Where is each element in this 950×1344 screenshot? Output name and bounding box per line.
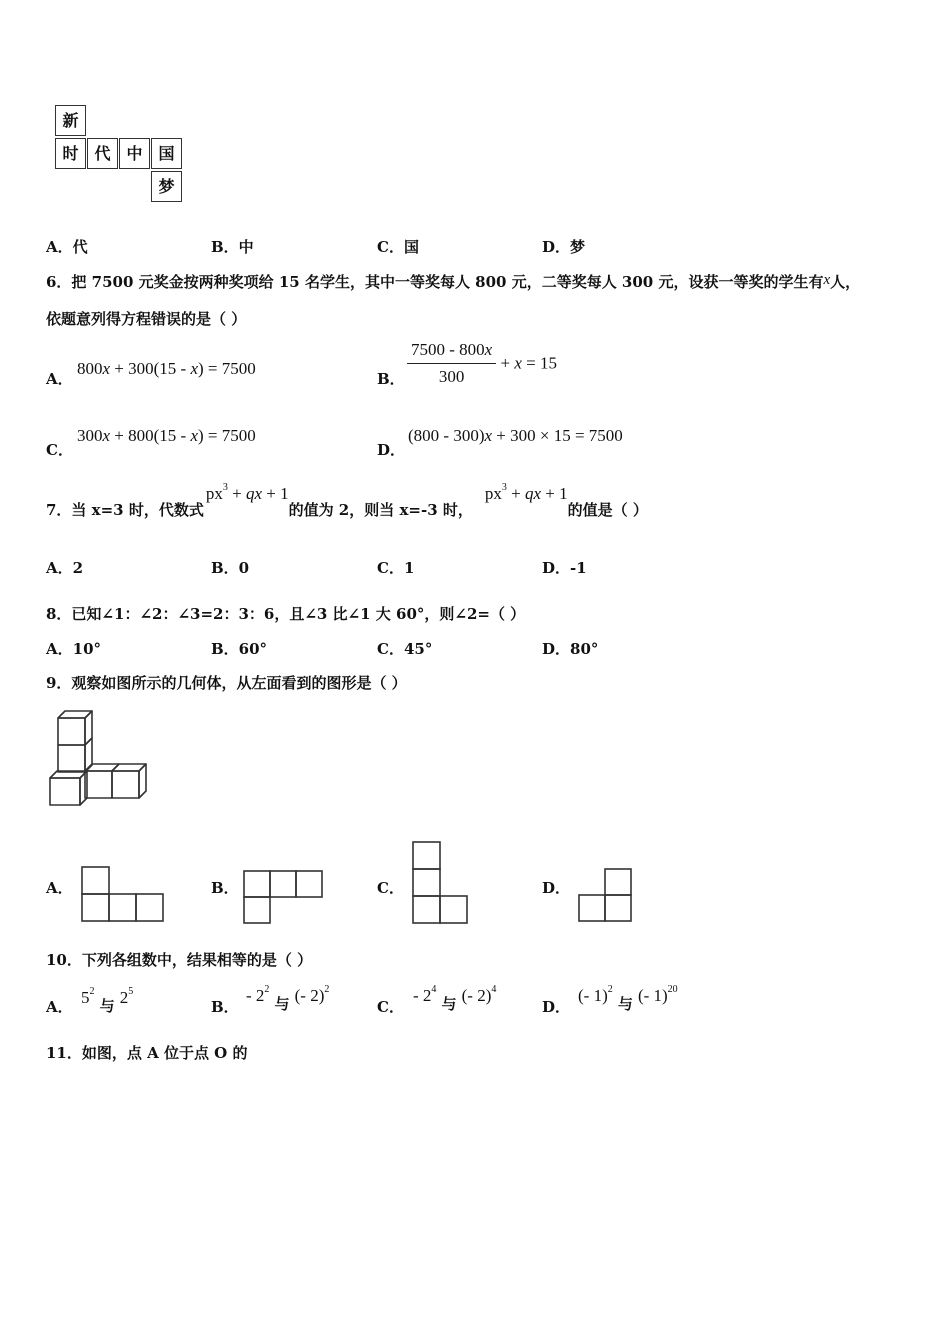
- q6-equation-d: (800 - 300)x + 300 × 15 = 7500: [408, 426, 623, 445]
- q7-expression-2: $px^3$ + qx + 1: [484, 482, 568, 503]
- net-cell: 梦: [151, 171, 182, 202]
- fraction: $\frac{7500 - 800x}{300}$: [407, 340, 496, 387]
- q5-option-d[interactable]: D．梦: [542, 238, 586, 256]
- q8-option-d[interactable]: D．80°: [542, 640, 599, 658]
- net-cell: 新: [55, 105, 86, 136]
- q9-option-d-label[interactable]: D．: [542, 879, 571, 897]
- q10-option-c-expr: - $2^4$ 与 (- 2)$^4$: [413, 984, 497, 1013]
- q9-option-b-figure[interactable]: [243, 870, 327, 926]
- net-cell: 代: [87, 138, 118, 169]
- q5-option-c[interactable]: C．国: [377, 238, 419, 256]
- q8-option-a[interactable]: A．10°: [46, 640, 102, 658]
- q9-stem: 9．观察如图所示的几何体，从左面看到的图形是（ ）: [46, 674, 407, 692]
- q10-option-d-expr: (- 1)$^2$ 与 (- 1)$^{20}$: [578, 984, 678, 1013]
- q7-stem: 7．当 x=3 时，代数式$px^3$ + qx + 1的值为 2，则当 x=-3 时，$px^3$ + qx + 1的值是（ ）: [46, 482, 648, 519]
- q6-equation-a: 800x + 300(15 - x) = 7500: [77, 359, 256, 378]
- q6-equation-b: $\frac{7500 - 800x}{300}$ + x = 15: [407, 340, 557, 387]
- q6-option-c-label[interactable]: C．: [46, 441, 73, 459]
- net-cell: 中: [119, 138, 150, 169]
- q10-option-c-label[interactable]: C．: [377, 998, 404, 1016]
- q10-option-a-expr: $5^2$ 与 $2^5$: [81, 986, 134, 1015]
- q6-stem-line1: 6．把 7500 元奖金按两种奖项给 15 名学生，其中一等奖每人 800 元，二等奖每人 300 元，设获一等奖的学生有x人，: [46, 272, 861, 291]
- q6-option-b-label[interactable]: B．: [377, 370, 405, 388]
- q9-option-c-figure[interactable]: [412, 841, 472, 925]
- net-cell: 国: [151, 138, 182, 169]
- q7-option-b[interactable]: B．0: [211, 559, 250, 577]
- q10-option-b-label[interactable]: B．: [211, 998, 239, 1016]
- q10-stem: 10．下列各组数中，结果相等的是（ ）: [46, 951, 313, 969]
- q8-option-b[interactable]: B．60°: [211, 640, 268, 658]
- q7-option-c[interactable]: C．1: [377, 559, 415, 577]
- q9-option-a-label[interactable]: A．: [46, 879, 73, 897]
- q10-option-a-label[interactable]: A．: [46, 998, 73, 1016]
- q8-option-c[interactable]: C．45°: [377, 640, 433, 658]
- q6-option-a-label[interactable]: A．: [46, 370, 73, 388]
- cube-net-figure: [55, 105, 185, 203]
- q7-expression-1: $px^3$ + qx + 1: [205, 482, 289, 503]
- q9-option-b-label[interactable]: B．: [211, 879, 239, 897]
- q9-option-c-label[interactable]: C．: [377, 879, 404, 897]
- q6-option-d-label[interactable]: D．: [377, 441, 406, 459]
- q8-stem: 8．已知∠1：∠2：∠3=2：3：6，且∠3 比∠1 大 60°，则∠2=（ ）: [46, 605, 526, 623]
- net-cell: 时: [55, 138, 86, 169]
- q10-option-d-label[interactable]: D．: [542, 998, 571, 1016]
- q9-option-a-figure[interactable]: [81, 866, 165, 922]
- q7-option-d[interactable]: D．-1: [542, 559, 587, 577]
- q5-option-b[interactable]: B．中: [211, 238, 254, 256]
- q11-stem: 11．如图，点 A 位于点 O 的: [46, 1044, 248, 1062]
- q9-option-d-figure[interactable]: [578, 868, 638, 926]
- q10-option-b-expr: - $2^2$ 与 (- 2)$^2$: [246, 984, 330, 1013]
- q7-option-a[interactable]: A．2: [46, 559, 84, 577]
- q6-equation-c: 300x + 800(15 - x) = 7500: [77, 426, 256, 445]
- geometric-solid-figure: [45, 708, 155, 808]
- q5-option-a[interactable]: A．代: [46, 238, 88, 256]
- q6-stem-line2: 依题意列得方程错误的是（ ）: [46, 310, 247, 328]
